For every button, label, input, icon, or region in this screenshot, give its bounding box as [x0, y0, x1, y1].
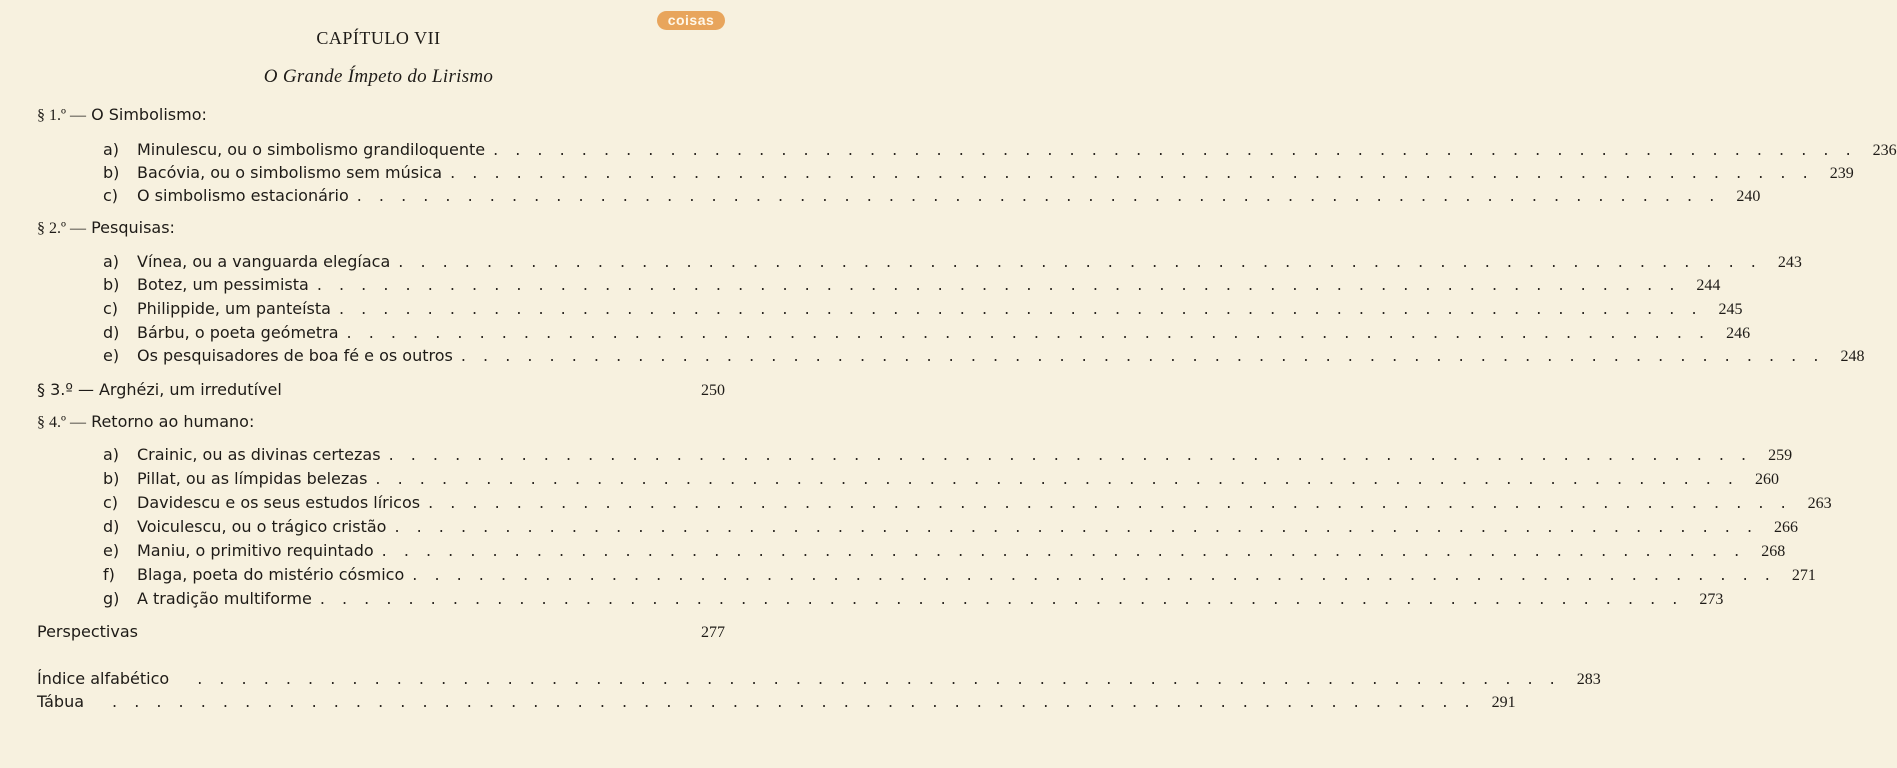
section-1-heading	[37, 104, 207, 127]
page-number: 277	[701, 624, 725, 641]
dot-leader: . . . . . . . . . . . . . . . . . . . . . . . . . . . . . . . . . . . . . . . . . . . . . . . . . . . . . . . . . . . . . .	[338, 299, 1703, 318]
page-number: 263	[1807, 495, 1832, 512]
toc-entry	[103, 274, 1721, 297]
entry-title: O simbolismo estacionário	[137, 186, 349, 205]
page-number: 283	[1576, 671, 1601, 688]
perspectivas-entry	[37, 621, 725, 644]
toc-entry	[103, 185, 1761, 208]
page-number: 236	[1872, 142, 1897, 159]
toc-entry	[103, 345, 1865, 368]
dot-leader: . . . . . . . . . . . . . . . . . . . . . . . . . . . . . . . . . . . . . . . . . . . . . . . . . . . . . . . . . . . . . .	[381, 541, 1746, 560]
section-number: § 2.º —	[37, 220, 86, 237]
entry-label: e)	[103, 541, 120, 560]
entry-label: f)	[103, 565, 115, 584]
section-title: O Simbolismo:	[91, 105, 207, 124]
entry-label: d)	[103, 517, 120, 536]
section-number: § 4.º —	[37, 414, 86, 431]
section-3-heading	[37, 379, 725, 402]
entry-label: b)	[103, 275, 120, 294]
entry-title: Bacóvia, ou o simbolismo sem música	[137, 163, 443, 182]
entry-title: Davidescu e os seus estudos líricos	[137, 493, 421, 512]
dot-leader: . . . . . . . . . . . . . . . . . . . . . . . . . . . . . . . . . . . . . . . . . . . . . . . . . . . . . . . . . . . . . .	[428, 493, 1792, 512]
toc-entry	[103, 298, 1743, 321]
page-number: 240	[1736, 188, 1761, 205]
page-number: 248	[1840, 348, 1865, 365]
page-number: 291	[1491, 694, 1516, 711]
entry-label: a)	[103, 445, 120, 464]
toc-entry	[103, 251, 1802, 274]
page-number: 268	[1761, 543, 1786, 560]
entry-title: Blaga, poeta do mistério cósmico	[137, 565, 405, 584]
entry-label: g)	[103, 589, 120, 608]
toc-entry	[103, 139, 1897, 162]
entry-label: d)	[103, 323, 120, 342]
dot-leader: . . . . . . . . . . . . . . . . . . . . . . . . . . . . . . . . . . . . . . . . . . . . . . . . . . . . . . . . . . . . . .	[398, 252, 1762, 271]
coisas-watermark: coisas	[657, 11, 725, 30]
toc-entry	[103, 492, 1832, 515]
entry-title: A tradição multiforme	[137, 589, 312, 608]
entry-label: b)	[103, 469, 120, 488]
section-title: Pesquisas:	[91, 218, 175, 237]
entry-label: a)	[103, 140, 120, 159]
page-number: 271	[1791, 567, 1816, 584]
page-number: 266	[1774, 519, 1799, 536]
toc-entry	[103, 564, 1816, 587]
toc-entry	[103, 468, 1779, 491]
page-number: 239	[1829, 165, 1854, 182]
page-number: 260	[1755, 471, 1779, 488]
chapter-heading: CAPÍTULO VII	[316, 28, 441, 48]
indice-entry	[37, 668, 1601, 691]
entry-title: Tábua	[37, 692, 85, 711]
dot-leader: . . . . . . . . . . . . . . . . . . . . . . . . . . . . . . . . . . . . . . . . . . . . . . . . . . . . . . . . . . . . . .	[493, 140, 1857, 159]
page-number: 246	[1726, 325, 1751, 342]
dot-leader: . . . . . . . . . . . . . . . . . . . . . . . . . . . . . . . . . . . . . . . . . . . . . . . . . . . . . . . . . . . . . .	[450, 163, 1814, 182]
page-number: 244	[1696, 277, 1721, 294]
entry-label: e)	[103, 346, 120, 365]
page-number: 245	[1718, 301, 1743, 318]
entry-label: b)	[103, 163, 120, 182]
entry-title: Minulescu, ou o simbolismo grandiloquente	[137, 140, 486, 159]
entry-title: Vínea, ou a vanguarda elegíaca	[137, 252, 391, 271]
entry-label: c)	[103, 493, 119, 512]
dot-leader: . . . . . . . . . . . . . . . . . . . . . . . . . . . . . . . . . . . . . . . . . . . . . . . . . . . . . . . . . . . . . .	[388, 445, 1753, 464]
entry-title: Voiculescu, ou o trágico cristão	[137, 517, 387, 536]
toc-entry	[103, 540, 1786, 563]
toc-entry	[103, 162, 1854, 185]
page-number: 259	[1768, 447, 1793, 464]
dot-leader: . . . . . . . . . . . . . . . . . . . . . . . . . . . . . . . . . . . . . . . . . . . . . . . . . . . . . . . . . . . . . .	[197, 669, 1561, 688]
entry-title: Crainic, ou as divinas certezas	[137, 445, 381, 464]
chapter-subtitle: O Grande Ímpeto do Lirismo	[263, 66, 494, 87]
dot-leader: . . . . . . . . . . . . . . . . . . . . . . . . . . . . . . . . . . . . . . . . . . . . . . . . . . . . . . . . . . . . . .	[394, 517, 1759, 536]
dot-leader: . . . . . . . . . . . . . . . . . . . . . . . . . . . . . . . . . . . . . . . . . . . . . . . . . . . . . . . . . . . . . .	[460, 346, 1825, 365]
entry-title: Os pesquisadores de boa fé e os outros	[137, 346, 453, 365]
section-number: § 3.º —	[37, 380, 94, 399]
dot-leader: . . . . . . . . . . . . . . . . . . . . . . . . . . . . . . . . . . . . . . . . . . . . . . . . . . . . . . . . . . . . . .	[112, 692, 1476, 711]
dot-leader: . . . . . . . . . . . . . . . . . . . . . . . . . . . . . . . . . . . . . . . . . . . . . . . . . . . . . . . . . . . . . .	[319, 589, 1684, 608]
entry-title: Bárbu, o poeta geómetra	[137, 323, 339, 342]
toc-entry	[103, 322, 1751, 345]
dot-leader: . . . . . . . . . . . . . . . . . . . . . . . . . . . . . . . . . . . . . . . . . . . . . . . . . . . . . . . . . . . . . .	[316, 275, 1681, 294]
entry-title: Perspectivas	[37, 622, 138, 641]
dot-leader: . . . . . . . . . . . . . . . . . . . . . . . . . . . . . . . . . . . . . . . . . . . . . . . . . . . . . . . . . . . . . .	[412, 565, 1776, 584]
toc-entry	[103, 588, 1724, 611]
dot-leader: . . . . . . . . . . . . . . . . . . . . . . . . . . . . . . . . . . . . . . . . . . . . . . . . . . . . . . . . . . . . . .	[346, 323, 1711, 342]
entry-label: c)	[103, 186, 119, 205]
section-title: Retorno ao humano:	[91, 412, 255, 431]
entry-title: Índice alfabético	[37, 669, 170, 688]
toc-entry	[103, 516, 1799, 539]
tabua-entry	[37, 691, 1516, 714]
section-number: § 1.º —	[37, 107, 86, 124]
section-title: Arghézi, um irredutível	[98, 380, 282, 399]
entry-label: a)	[103, 252, 120, 271]
dot-leader: . . . . . . . . . . . . . . . . . . . . . . . . . . . . . . . . . . . . . . . . . . . . . . . . . . . . . . . . . . . . . .	[375, 469, 1739, 488]
section-2-heading	[37, 217, 175, 240]
dot-leader: . . . . . . . . . . . . . . . . . . . . . . . . . . . . . . . . . . . . . . . . . . . . . . . . . . . . . . . . . . . . . .	[356, 186, 1721, 205]
toc-entry	[103, 444, 1793, 467]
entry-title: Pillat, ou as límpidas belezas	[137, 469, 368, 488]
section-4-heading	[37, 411, 254, 434]
page-number: 243	[1777, 254, 1802, 271]
entry-title: Maniu, o primitivo requintado	[137, 541, 374, 560]
page-number: 273	[1699, 591, 1724, 608]
entry-title: Philippide, um panteísta	[137, 299, 331, 318]
entry-title: Botez, um pessimista	[137, 275, 309, 294]
entry-label: c)	[103, 299, 119, 318]
page-number: 250	[701, 382, 725, 399]
